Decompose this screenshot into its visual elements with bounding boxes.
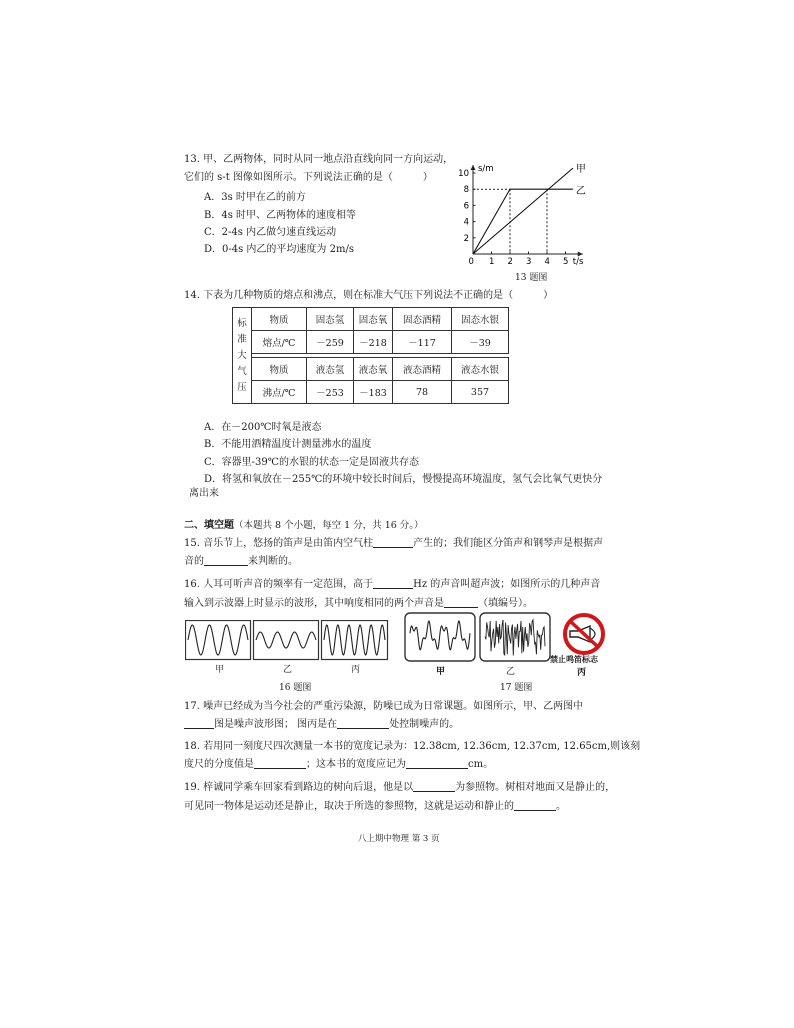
q16-waveform-figure: [185, 620, 391, 662]
q17-caption: 17 题图: [500, 683, 533, 693]
q15-blank-2[interactable]: [204, 555, 248, 566]
q19-line1: [184, 781, 615, 794]
waveform-box-jia: [186, 621, 251, 660]
table-cell: －39: [452, 331, 509, 354]
q19-text: 为参照物。树相对地面又是静止的，: [455, 782, 616, 793]
q17-label-jia: 甲: [436, 667, 446, 677]
y-tick-label: 4: [463, 217, 469, 228]
q17-blank-2[interactable]: [337, 718, 389, 729]
q17-line2: [184, 718, 459, 731]
q16-label-jia: 甲: [215, 665, 225, 675]
q17-text: 处控制噪声的。: [389, 719, 460, 730]
table-cell: 固态氧: [354, 308, 393, 331]
q13-caption: 13 题图: [515, 273, 548, 283]
table-cell: 物质: [252, 358, 307, 381]
y-axis-arrow: [471, 165, 476, 170]
section-heading: [184, 519, 424, 532]
q14-option-d-cont: 离出来: [189, 488, 219, 499]
series-label-yi: 乙: [575, 186, 586, 198]
y-tick-label: 6: [463, 201, 469, 212]
q16-line1: [184, 578, 600, 591]
no-horn-sign-label: 禁止鸣笛标志: [550, 655, 598, 664]
waveform-box-yi: [254, 621, 319, 660]
table-cell: 357: [452, 381, 509, 404]
table-cell: 固态氢: [307, 308, 354, 331]
x-tick-label: 4: [544, 257, 550, 267]
q14-option-c: C．容器里-39℃的水银的状态一定是固液共存态: [204, 457, 419, 468]
x-axis-label: t/s: [572, 257, 584, 267]
table-cell: －183: [354, 381, 393, 404]
table-cell: 液态氧: [354, 358, 393, 381]
q16-text: （填编号）。: [478, 598, 533, 609]
q16-text: 输入到示波器上时显示的波形，其中响度相同的两个声音是: [184, 598, 444, 609]
section-note: （本题共 8 个小题，每空 1 分，共 16 分。）: [234, 520, 424, 531]
q19-text: 19. 梓诚同学乘车回家看到路边的树向后退，他是以: [184, 782, 414, 793]
no-horn-sign-icon: [565, 615, 603, 653]
table-cell: 物质: [252, 308, 307, 331]
q19-blank-2[interactable]: [514, 800, 556, 811]
q19-line2: [184, 800, 566, 813]
table-cell: 液态氢: [307, 358, 354, 381]
q19-text: 可见同一物体是运动还是静止，取决于所选的参照物，这就是运动和静止的: [184, 801, 514, 812]
q16-caption: 16 题图: [279, 683, 312, 693]
q14-option-d: D．将氢和氧放在－255℃的环境中较长时间后，慢慢提高环境温度，氢气会比氧气更快分: [204, 474, 603, 485]
x-axis-arrow: [578, 252, 583, 257]
table-cell: 液态水银: [452, 358, 509, 381]
x-tick-label: 1: [489, 257, 495, 267]
q18-line2: [184, 758, 493, 771]
waveform-bing: [324, 625, 385, 655]
q15-text: 来判断的。: [248, 556, 298, 567]
q13-st-chart: [455, 150, 615, 270]
q17-text: 图是噪声波形图； 图丙是在: [214, 719, 338, 730]
q17-blank-1[interactable]: [184, 718, 214, 729]
table-cell: 液态酒精: [393, 358, 452, 381]
q18-line1: 18. 若用同一刻度尺四次测量一本书的宽度记录为：12.38cm, 12.36cm, 12.37cm, 12.65cm,则该刻: [184, 741, 641, 752]
table-cell: －259: [307, 331, 354, 354]
q14-title: 14. 下表为几种物质的熔点和沸点，则在标准大气压下列说法不正确的是（ ）: [184, 290, 554, 301]
q15-text: 产生的；我们能区分笛声和钢琴声是根据声: [413, 538, 604, 549]
no-horn-sign-sub: 丙: [577, 668, 587, 678]
q19-text: 。: [556, 801, 566, 812]
q13-option-a: A．3s 时甲在乙的前方: [204, 192, 306, 203]
waveform-jia: [188, 625, 248, 655]
table-side-label: 标 准 大 气 压: [233, 308, 252, 404]
q18-blank-1[interactable]: [254, 758, 306, 769]
q16-label-bing: 丙: [351, 665, 361, 675]
x-tick-label: 0: [468, 257, 474, 267]
q16-blank-2[interactable]: [444, 597, 478, 608]
series-label-jia: 甲: [575, 164, 586, 176]
q18-text: cm。: [468, 759, 494, 770]
y-tick-label: 8: [463, 185, 469, 196]
table-cell: 固态酒精: [393, 308, 452, 331]
q17-label-yi: 乙: [506, 667, 516, 677]
noise-wave-jia: [410, 621, 470, 650]
table-cell: 78: [393, 381, 452, 404]
table-cell: 固态水银: [452, 308, 509, 331]
y-axis-label: s/m: [478, 163, 494, 174]
series-line-yi: [473, 189, 573, 254]
table-cell: 沸点/℃: [252, 381, 307, 404]
q16-blank-1[interactable]: [373, 578, 413, 589]
q13-line1: 13. 甲、乙两物体，同时从同一地点沿直线向同一方向运动，: [184, 154, 454, 165]
y-tick-label: 10: [458, 169, 469, 179]
waveform-yi: [256, 632, 316, 648]
q13-option-b: B．4s 时甲、乙两物体的速度相等: [204, 210, 357, 221]
section-title: 二、填空题: [184, 520, 234, 531]
q15-line2: [184, 555, 298, 568]
x-tick-label: 2: [507, 257, 513, 267]
q15-line1: [184, 537, 603, 550]
q17-line1: 17. 噪声已经成为当今社会的严重污染源，防噪已成为日常课题。如图所示，甲、乙两图中: [184, 701, 584, 712]
q16-line2: [184, 597, 533, 610]
q14-option-b: B．不能用酒精温度计测量沸水的温度: [204, 439, 372, 450]
table-cell: －253: [307, 381, 354, 404]
q16-label-yi: 乙: [283, 665, 293, 675]
table-cell: －218: [354, 331, 393, 354]
q19-blank-1[interactable]: [413, 781, 455, 792]
q13-option-d: D．0-4s 内乙的平均速度为 2m/s: [204, 244, 354, 255]
q16-text: Hz 的声音叫超声波；如图所示的几种声音: [413, 579, 601, 590]
q16-text: 16. 人耳可听声音的频率有一定范围，高于: [184, 579, 374, 590]
q18-blank-2[interactable]: [406, 758, 468, 769]
x-tick-label: 5: [563, 257, 569, 267]
q18-text: ；这本书的宽度应记为: [306, 759, 406, 770]
q14-table: [232, 307, 509, 404]
series-line-jia: [473, 168, 573, 254]
q18-text: 度尺的分度值是: [184, 759, 254, 770]
page-footer: 八上期中物理 第 3 页: [358, 834, 440, 844]
y-tick-label: 2: [463, 233, 469, 244]
q15-text: 音的: [184, 556, 204, 567]
table-cell: －117: [393, 331, 452, 354]
x-tick-label: 3: [526, 257, 532, 267]
q15-blank-1[interactable]: [373, 537, 413, 548]
q13-line2: 它们的 s-t 图像如图所示。下列说法正确的是（ ）: [184, 172, 433, 183]
q15-text: 15. 音乐节上，悠扬的笛声是由笛内空气柱: [184, 538, 374, 549]
q13-option-c: C．2-4s 内乙做匀速直线运动: [204, 227, 337, 238]
noise-wave-yi: [485, 620, 545, 656]
q14-option-a: A．在－200℃时氧是液态: [204, 422, 322, 433]
table-cell: 熔点/℃: [252, 331, 307, 354]
